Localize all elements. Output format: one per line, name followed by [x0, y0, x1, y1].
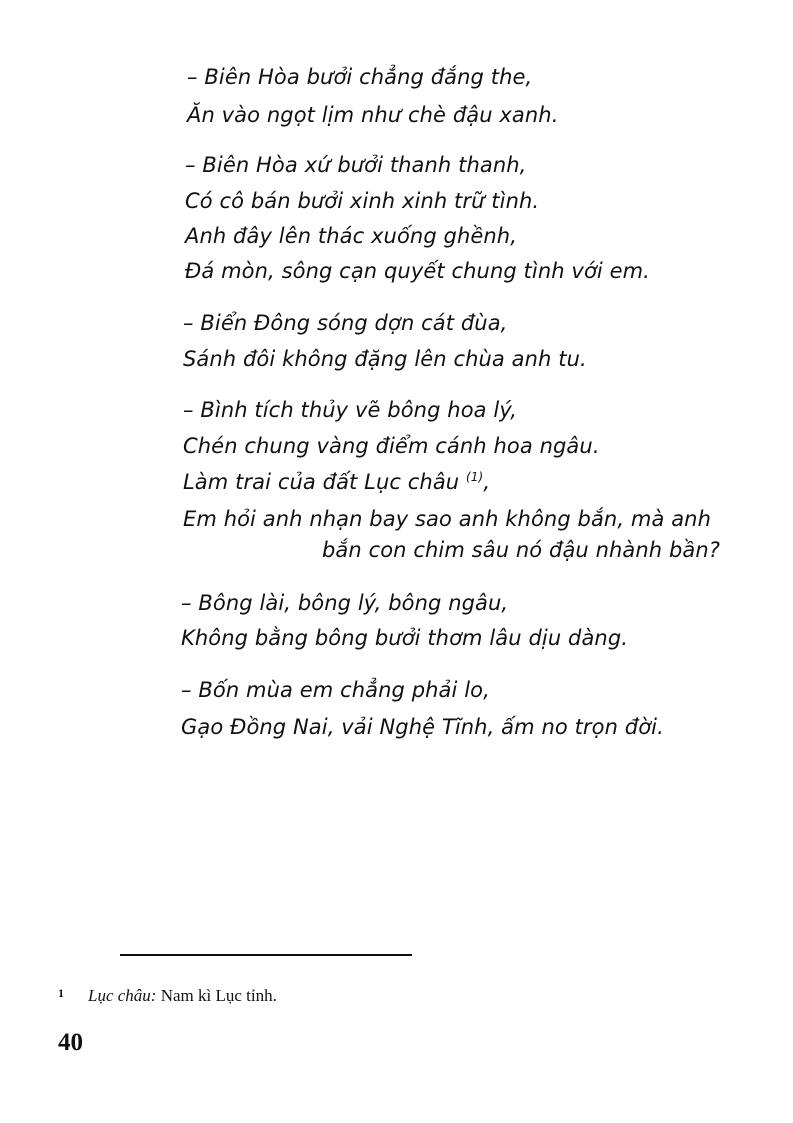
verse-line: Em hỏi anh nhạn bay sao anh không bắn, mà anh — [183, 507, 711, 531]
footnote-divider — [120, 954, 412, 956]
verse-line: Ăn vào ngọt lịm như chè đậu xanh. — [187, 103, 559, 127]
verse-line: – Biên Hòa bưởi chẳng đắng the, — [187, 65, 533, 89]
page-number: 40 — [58, 1029, 83, 1056]
verse-line: Gạo Đồng Nai, vải Nghệ Tĩnh, ấm no trọn đời. — [181, 715, 664, 739]
verse-punctuation: , — [483, 470, 491, 494]
verse-line: – Bông lài, bông lý, bông ngâu, — [181, 591, 509, 615]
verse-line: – Biển Đông sóng dợn cát đùa, — [183, 311, 508, 335]
verse-line: Có cô bán bưởi xinh xinh trữ tình. — [185, 189, 540, 213]
verse-line: Đá mòn, sông cạn quyết chung tình với em. — [185, 259, 650, 283]
verse-line: Sánh đôi không đặng lên chùa anh tu. — [183, 347, 587, 371]
footnote-text: Nam kì Lục tỉnh. — [156, 986, 277, 1005]
footnote-term: Lục châu: — [88, 986, 157, 1005]
verse-line: – Bốn mùa em chẳng phải lo, — [181, 678, 490, 702]
verse-line: – Bình tích thủy vẽ bông hoa lý, — [183, 398, 517, 422]
verse-line: Anh đây lên thác xuống ghềnh, — [185, 224, 517, 248]
verse-text: Làm trai của đất Lục châu — [183, 470, 460, 494]
verse-line: Chén chung vàng điểm cánh hoa ngâu. — [183, 434, 600, 458]
footnote-reference: (1) — [466, 470, 484, 484]
footnote-mark: 1 — [58, 986, 64, 1000]
verse-line-continuation: bắn con chim sâu nó đậu nhành bần? — [322, 538, 721, 562]
verse-line: Không bằng bông bưởi thơm lâu dịu dàng. — [181, 626, 629, 650]
footnote — [58, 982, 277, 1007]
verse-line-with-footnote — [183, 468, 490, 496]
verse-line: – Biên Hòa xứ bưởi thanh thanh, — [185, 153, 527, 177]
